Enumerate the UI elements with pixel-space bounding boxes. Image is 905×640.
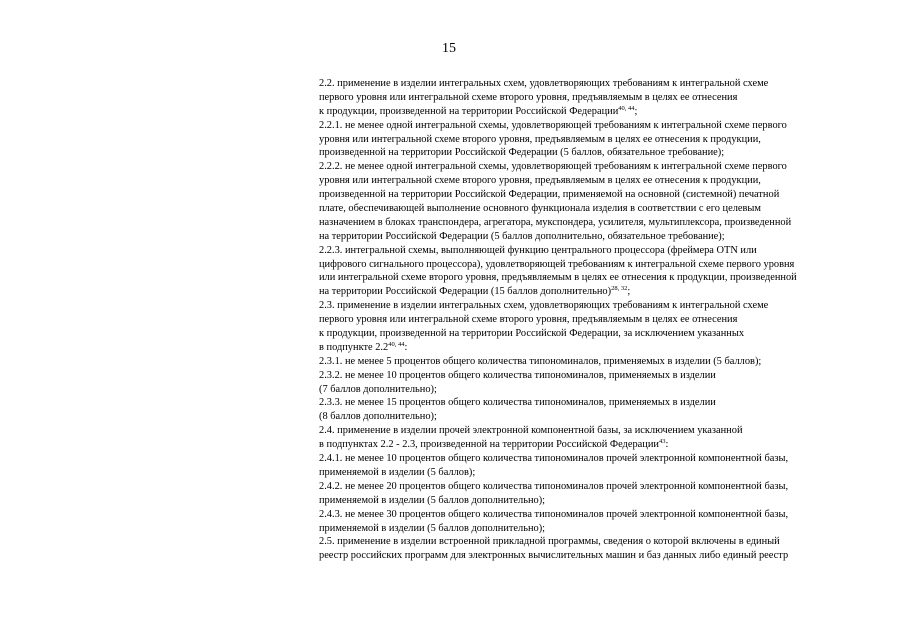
footnote-ref: 40, 44 [388,340,405,348]
text-line [319,244,879,258]
text-line-content: (7 баллов дополнительно); [319,383,437,395]
text-line-content: на территории Российской Федерации (15 баллов дополнительно) [319,286,612,298]
text-line-content: произведенной на территории Российской Федерации (5 баллов, обязательное требование); [319,147,725,159]
text-line [319,313,879,327]
text-line [319,285,879,299]
text-line-content: 2.2. применение в изделии интегральных схем, удовлетворяющих требованиям к интегральной схеме [319,78,769,89]
text-line-content: или интегральной схеме второго уровня, предъявляемым в целях ее отнесения к продукции, произведенной [319,272,797,284]
text-line [319,424,879,438]
text-line-content: применяемой в изделии (5 баллов дополнительно); [319,522,546,534]
footnote-ref: 40, 44 [618,104,635,112]
text-line [319,438,879,452]
text-line-content: уровня или интегральной схеме второго уровня, предъявляемым в целях ее отнесения к продукции, [319,133,761,145]
line-punctuation: : [404,341,408,353]
text-line-content: реестр российских программ для электронных вычислительных машин и баз данных либо единый реестр [319,550,789,562]
text-line [319,494,879,508]
text-line-content: назначением в блоках транспондера, агрегатора, мукспондера, усилителя, мультиплексора, произведенной [319,216,792,228]
text-line [319,119,879,133]
text-line-content: 2.2.1. не менее одной интегральной схемы, удовлетворяющей требованиям к интегральной схеме первого [319,119,787,131]
line-punctuation: : [665,439,669,451]
text-line [319,271,879,285]
text-line-content: 2.2.2. не менее одной интегральной схемы, удовлетворяющей требованиям к интегральной схеме первого [319,161,787,173]
text-line [319,522,879,536]
footnote-ref: 28, 32 [611,285,628,293]
text-line [319,452,879,466]
text-line [319,188,879,202]
text-line [319,327,879,341]
text-line [319,258,879,272]
text-line-content: цифрового сигнального процессора), удовлетворяющей требованиям к интегральной схеме первого уровня [319,258,795,270]
text-line-content: 2.2.3. интегральной схемы, выполняющей функцию центрального процессора (фреймера OTN или [319,244,757,256]
text-line [319,383,879,397]
text-line-content: 2.3. применение в изделии интегральных схем, удовлетворяющих требованиям к интегральной схеме [319,300,769,312]
text-line [319,174,879,188]
text-line [319,508,879,522]
text-line [319,355,879,369]
text-line [319,480,879,494]
text-line-content: в подпункте 2.2 [319,341,389,353]
text-line [319,396,879,410]
text-line-content: уровня или интегральной схеме второго уровня, предъявляемым в целях ее отнесения к продукции, [319,175,761,187]
text-line [319,369,879,383]
text-line-content: (8 баллов дополнительно); [319,411,437,423]
text-line [319,105,879,119]
text-line [319,466,879,480]
text-line-content: 2.3.3. не менее 15 процентов общего количества типономиналов, применяемых в изделии [319,397,716,409]
text-line-content: произведенной на территории Российской Федерации, применяемой на основной (системной) печатной [319,189,780,201]
text-line-content: первого уровня или интегральной схеме второго уровня, предъявляемым в целях ее отнесения [319,314,738,326]
text-line-content: в подпунктах 2.2 - 2.3, произведенной на территории Российской Федерации [319,439,659,451]
text-line-content: первого уровня или интегральной схеме второго уровня, предъявляемым в целях ее отнесения [319,91,738,103]
text-line [319,77,879,91]
text-line-content: 2.3.1. не менее 5 процентов общего количества типономиналов, применяемых в изделии (5 баллов); [319,355,762,367]
text-line [319,202,879,216]
text-line-content: 2.4.3. не менее 30 процентов общего количества типономиналов прочей электронной компонентной базы, [319,508,789,520]
line-punctuation: ; [634,105,638,117]
text-line [319,216,879,230]
text-line [319,160,879,174]
text-line [319,535,879,549]
text-line [319,549,879,563]
text-line [319,146,879,160]
text-line-content: 2.5. применение в изделии встроенной прикладной программы, сведения о которой включены в единый [319,536,780,548]
document-body [319,77,879,563]
text-line [319,91,879,105]
text-line-content: 2.4. применение в изделии прочей электронной компонентной базы, за исключением указанной [319,425,743,437]
page-number: 15 [442,41,456,56]
text-line-content: применяемой в изделии (5 баллов); [319,466,476,478]
text-line [319,299,879,313]
text-line-content: на территории Российской Федерации (5 баллов дополнительно, обязательное требование); [319,230,725,242]
text-line-content: 2.4.2. не менее 20 процентов общего количества типономиналов прочей электронной компонентной базы, [319,480,789,492]
text-line [319,410,879,424]
footnote-ref: 43 [658,438,666,446]
text-line-content: 2.3.2. не менее 10 процентов общего количества типономиналов, применяемых в изделии [319,369,716,381]
text-line [319,230,879,244]
text-line [319,341,879,355]
text-line-content: плате, обеспечивающей выполнение основного функционала изделия в соответствии с его целевым [319,203,761,215]
text-line-content: к продукции, произведенной на территории Российской Федерации [319,105,619,117]
text-line-content: к продукции, произведенной на территории Российской Федерации, за исключением указанных [319,328,745,340]
line-punctuation: ; [627,286,631,298]
text-line-content: 2.4.1. не менее 10 процентов общего количества типономиналов прочей электронной компонентной базы, [319,453,789,465]
text-line-content: применяемой в изделии (5 баллов дополнительно); [319,494,546,506]
text-line [319,133,879,147]
